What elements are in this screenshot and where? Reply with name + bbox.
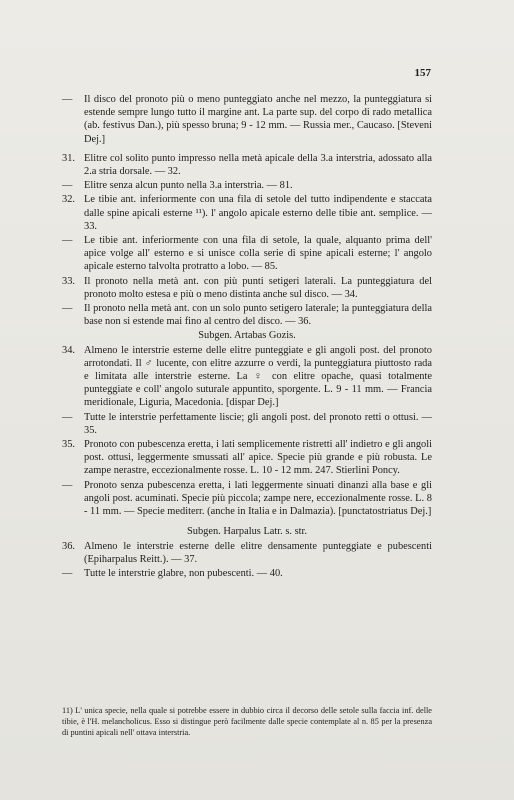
key-entry <box>62 152 432 178</box>
key-entry <box>62 302 432 328</box>
key-entry <box>62 93 432 146</box>
entry-text: Almeno le interstrie esterne delle elitre punteggiate e gli angoli post. del pronoto arrotondati. Il ♂ lucente, con elitre azzurre o verdi, la punteggiatura piuttosto rada e limitata alle interstrie esterne. La ♀ con elitre opache, quasi totalmente punteggiate e coll' angolo suturale appuntito, sporgente. L. 9 - 11 mm. — Francia meridionale, Liguria, Macedonia. [dispar Dej.] <box>84 344 432 409</box>
entry-marker: — <box>62 180 73 192</box>
subgenus-heading: Subgen. Artabas Gozis. <box>198 330 296 342</box>
key-entry <box>62 411 432 437</box>
entry-text: Almeno le interstrie esterne delle elitre densamente punteggiate e pubescenti (Epiharpalus Reitt.). — 37. <box>84 540 432 565</box>
entry-marker: 36. <box>62 540 75 552</box>
entry-marker: 33. <box>62 275 75 287</box>
key-entry <box>62 567 432 580</box>
key-entry <box>62 344 432 410</box>
entry-marker: — <box>62 303 73 315</box>
entry-text: Pronoto senza pubescenza eretta, i lati leggermente sinuati dinanzi alla base e gli angoli post. acuminati. Specie più piccola; zampe nere, eccezionalmente rosse. L. 8 - 11 mm. — Specie mediterr. (anche in Italia e in Dalmazia). [punctatostriatus Dej.] <box>84 479 432 518</box>
entry-text: Il pronoto nella metà ant. con un solo punto setigero laterale; la punteggiatura della base non si estende mai fino al centro del disco. — 36. <box>84 303 432 328</box>
key-entry <box>62 540 432 566</box>
entry-marker: 35. <box>62 439 75 451</box>
page-number: 157 <box>414 67 431 79</box>
entry-marker: 34. <box>62 344 75 356</box>
subgenus-heading: Subgen. Harpalus Latr. s. str. <box>186 526 308 538</box>
key-entry <box>62 179 432 192</box>
entry-marker: — <box>62 94 73 105</box>
entry-text: Tutte le interstrie perfettamente liscie; gli angoli post. del pronoto retti o ottusi. — 35. <box>84 411 432 436</box>
key-entry <box>62 234 432 274</box>
entry-marker: 32. <box>62 194 75 206</box>
entry-text: Pronoto con pubescenza eretta, i lati semplicemente ristretti all' indietro e gli angoli post. ottusi, leggermente smussati all' apice. Specie più grande e più robusta. Le zampe nerastre, eccezionalmente rosse. L. 10 - 12 mm. 247. Stierlini Poncy. <box>84 439 432 477</box>
entry-marker: 31. <box>62 152 75 164</box>
entry-marker: — <box>62 235 73 247</box>
entry-marker: — <box>62 567 73 579</box>
entry-text: Tutte le interstrie glabre, non pubescenti. — 40. <box>84 567 283 579</box>
key-entry <box>62 193 432 233</box>
entry-text: Le tibie ant. inferiormente con una fila di setole del tutto indipendente e staccata dalle spine apicali esterne ¹¹). l' angolo apicale esterno delle tibie ant. semplice. — 33. <box>84 194 432 232</box>
entry-marker: — <box>62 411 73 423</box>
entry-text: Il pronoto nella metà ant. con più punti setigeri laterali. La punteggiatura del pronoto molto estesa e più o meno distinta anche sul disco. — 34. <box>84 275 432 300</box>
key-text <box>62 93 432 581</box>
entry-marker: — <box>62 479 73 491</box>
footnote: 11) L' unica specie, nella quale si potrebbe essere in dubbio circa il decorso delle setole sulla faccia inf. delle tibie, è l'H. melancholicus. Esso si distingue però facilmente dalle specie contemplate al n. 85 per la presenza di puntini apicali nell' ottava interstria. <box>62 706 432 737</box>
entry-text: Il disco del pronoto più o meno punteggiato anche nel mezzo, la punteggiatura si estende sempre lungo tutto il margine ant. La parte sup. del corpo di rado metallica (ab. festivus Dan.), più spesso bruna; 9 - 12 mm. — Russia mer., Caucaso. [Steveni Dej.] <box>84 94 432 145</box>
entry-text: Elitre col solito punto impresso nella metà apicale della 3.a interstria, adossato alla 2.a stria dorsale. — 32. <box>84 152 432 178</box>
key-entry <box>62 275 432 301</box>
entry-text: Le tibie ant. inferiormente con una fila di setole, la quale, alquanto prima dell' apice volge all' esterno e si unisce colla serie di spine apicali esterne; l' angolo apicale esterno talvolta protratto a lobo. — 85. <box>84 235 432 273</box>
key-entry <box>62 438 432 478</box>
key-entry <box>62 479 432 519</box>
entry-text: Elitre senza alcun punto nella 3.a interstria. — 81. <box>84 180 293 192</box>
